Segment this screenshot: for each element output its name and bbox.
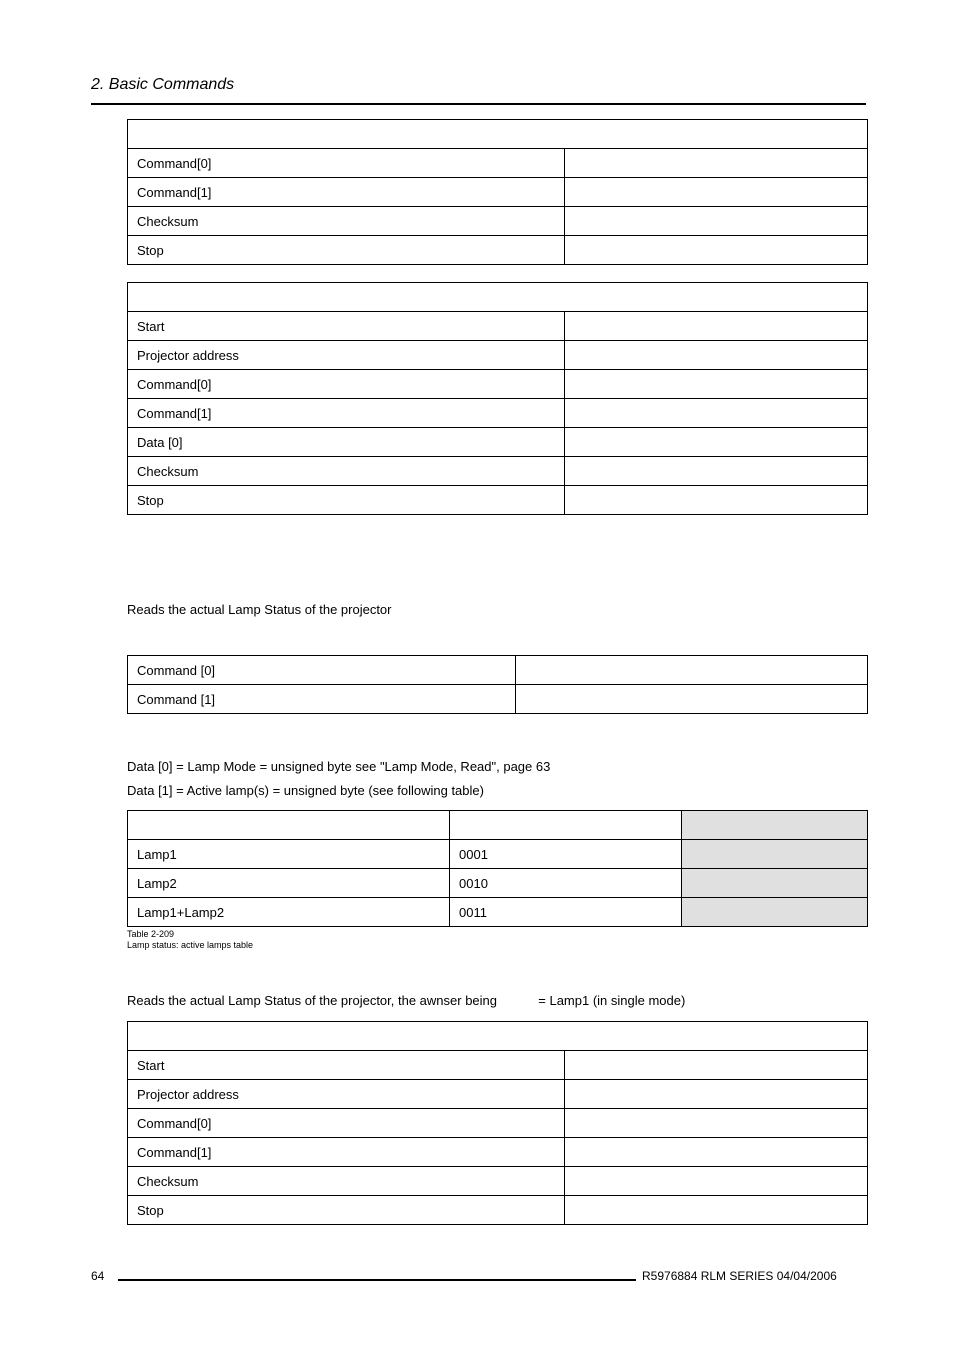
table-row: [128, 370, 868, 399]
table-row: [128, 341, 868, 370]
description-text-2: [127, 993, 685, 1008]
field-name-cell: Projector address: [128, 1080, 565, 1109]
page-header-title: 2. Basic Commands: [91, 76, 235, 93]
field-name-cell: Command [0]: [128, 656, 516, 685]
table-row: [128, 428, 868, 457]
value-cell: [565, 312, 868, 341]
command-table-3: [127, 655, 868, 714]
table-row: [128, 178, 868, 207]
table-row: [128, 457, 868, 486]
value-cell: [565, 1138, 868, 1167]
value-cell: [516, 685, 868, 714]
field-name-cell: Start: [128, 312, 565, 341]
value-cell: [565, 149, 868, 178]
value-cell: [682, 840, 868, 869]
field-name-cell: Command[0]: [128, 370, 565, 399]
table-caption-title: Lamp status: active lamps table: [127, 940, 254, 950]
value-cell: [682, 869, 868, 898]
field-name-cell: Checksum: [128, 207, 565, 236]
value-cell: [565, 428, 868, 457]
table-header-cell: [128, 1022, 868, 1051]
field-name-cell: Command[0]: [128, 1109, 565, 1138]
table-row: [128, 869, 868, 898]
table-caption-number: Table 2-209: [127, 929, 175, 939]
column-header-cell: [682, 811, 868, 840]
value-cell: [516, 656, 868, 685]
lamp-name-cell: Lamp2: [128, 869, 450, 898]
data-description-line: Data [1] = Active lamp(s) = unsigned byte (see following table): [127, 783, 484, 798]
table-row: [128, 656, 868, 685]
value-cell: [565, 236, 868, 265]
table-row: [128, 312, 868, 341]
description-text-2-end: = Lamp1 (in single mode): [538, 993, 686, 1008]
description-text: Reads the actual Lamp Status of the projector: [127, 602, 392, 617]
field-name-cell: Command[1]: [128, 178, 565, 207]
value-cell: [565, 1196, 868, 1225]
table-row: [128, 486, 868, 515]
table-row: [128, 149, 868, 178]
table-row: [128, 399, 868, 428]
field-name-cell: Stop: [128, 236, 565, 265]
table-caption: [127, 929, 253, 951]
lamp-bits-cell: 0001: [450, 840, 682, 869]
table-row: [128, 1109, 868, 1138]
field-name-cell: Stop: [128, 1196, 565, 1225]
description-text-2-start: Reads the actual Lamp Status of the projector, the awnser being: [127, 993, 498, 1008]
command-table-1: [127, 119, 868, 265]
value-cell: [565, 1051, 868, 1080]
value-cell: [565, 486, 868, 515]
table-header-row: [128, 120, 868, 149]
lamp-bits-cell: 0010: [450, 869, 682, 898]
field-name-cell: Projector address: [128, 341, 565, 370]
table-row: [128, 236, 868, 265]
table-header-row: [128, 811, 868, 840]
column-header-cell: [450, 811, 682, 840]
field-name-cell: Checksum: [128, 1167, 565, 1196]
value-cell: [565, 399, 868, 428]
table-row: [128, 1138, 868, 1167]
field-name-cell: Command[0]: [128, 149, 565, 178]
footer-rule: [118, 1279, 636, 1281]
command-table-2: [127, 282, 868, 515]
value-cell: [565, 341, 868, 370]
table-row: [128, 1167, 868, 1196]
page-number: 64: [91, 1269, 105, 1283]
field-name-cell: Start: [128, 1051, 565, 1080]
table-header-cell: [128, 120, 868, 149]
table-row: [128, 898, 868, 927]
field-name-cell: Data [0]: [128, 428, 565, 457]
value-cell: [565, 1080, 868, 1109]
command-table-5: [127, 1021, 868, 1225]
value-cell: [565, 1167, 868, 1196]
table-row: [128, 1196, 868, 1225]
table-header-cell: [128, 283, 868, 312]
value-cell: [682, 898, 868, 927]
field-name-cell: Command [1]: [128, 685, 516, 714]
data-description-line: Data [0] = Lamp Mode = unsigned byte see "Lamp Mode, Read", page 63: [127, 759, 551, 774]
lamp-bits-cell: 0011: [450, 898, 682, 927]
table-header-row: [128, 283, 868, 312]
table-row: [128, 207, 868, 236]
table-header-row: [128, 1022, 868, 1051]
table-row: [128, 1080, 868, 1109]
field-name-cell: Command[1]: [128, 399, 565, 428]
lamp-name-cell: Lamp1: [128, 840, 450, 869]
lamp-name-cell: Lamp1+Lamp2: [128, 898, 450, 927]
value-cell: [565, 178, 868, 207]
value-cell: [565, 370, 868, 399]
table-row: [128, 685, 868, 714]
value-cell: [565, 207, 868, 236]
lamp-status-table: [127, 810, 868, 927]
field-name-cell: Checksum: [128, 457, 565, 486]
field-name-cell: Command[1]: [128, 1138, 565, 1167]
value-cell: [565, 457, 868, 486]
document-reference: R5976884 RLM SERIES 04/04/2006: [642, 1269, 837, 1283]
table-row: [128, 1051, 868, 1080]
column-header-cell: [128, 811, 450, 840]
value-cell: [565, 1109, 868, 1138]
header-rule: [91, 103, 866, 105]
field-name-cell: Stop: [128, 486, 565, 515]
table-row: [128, 840, 868, 869]
